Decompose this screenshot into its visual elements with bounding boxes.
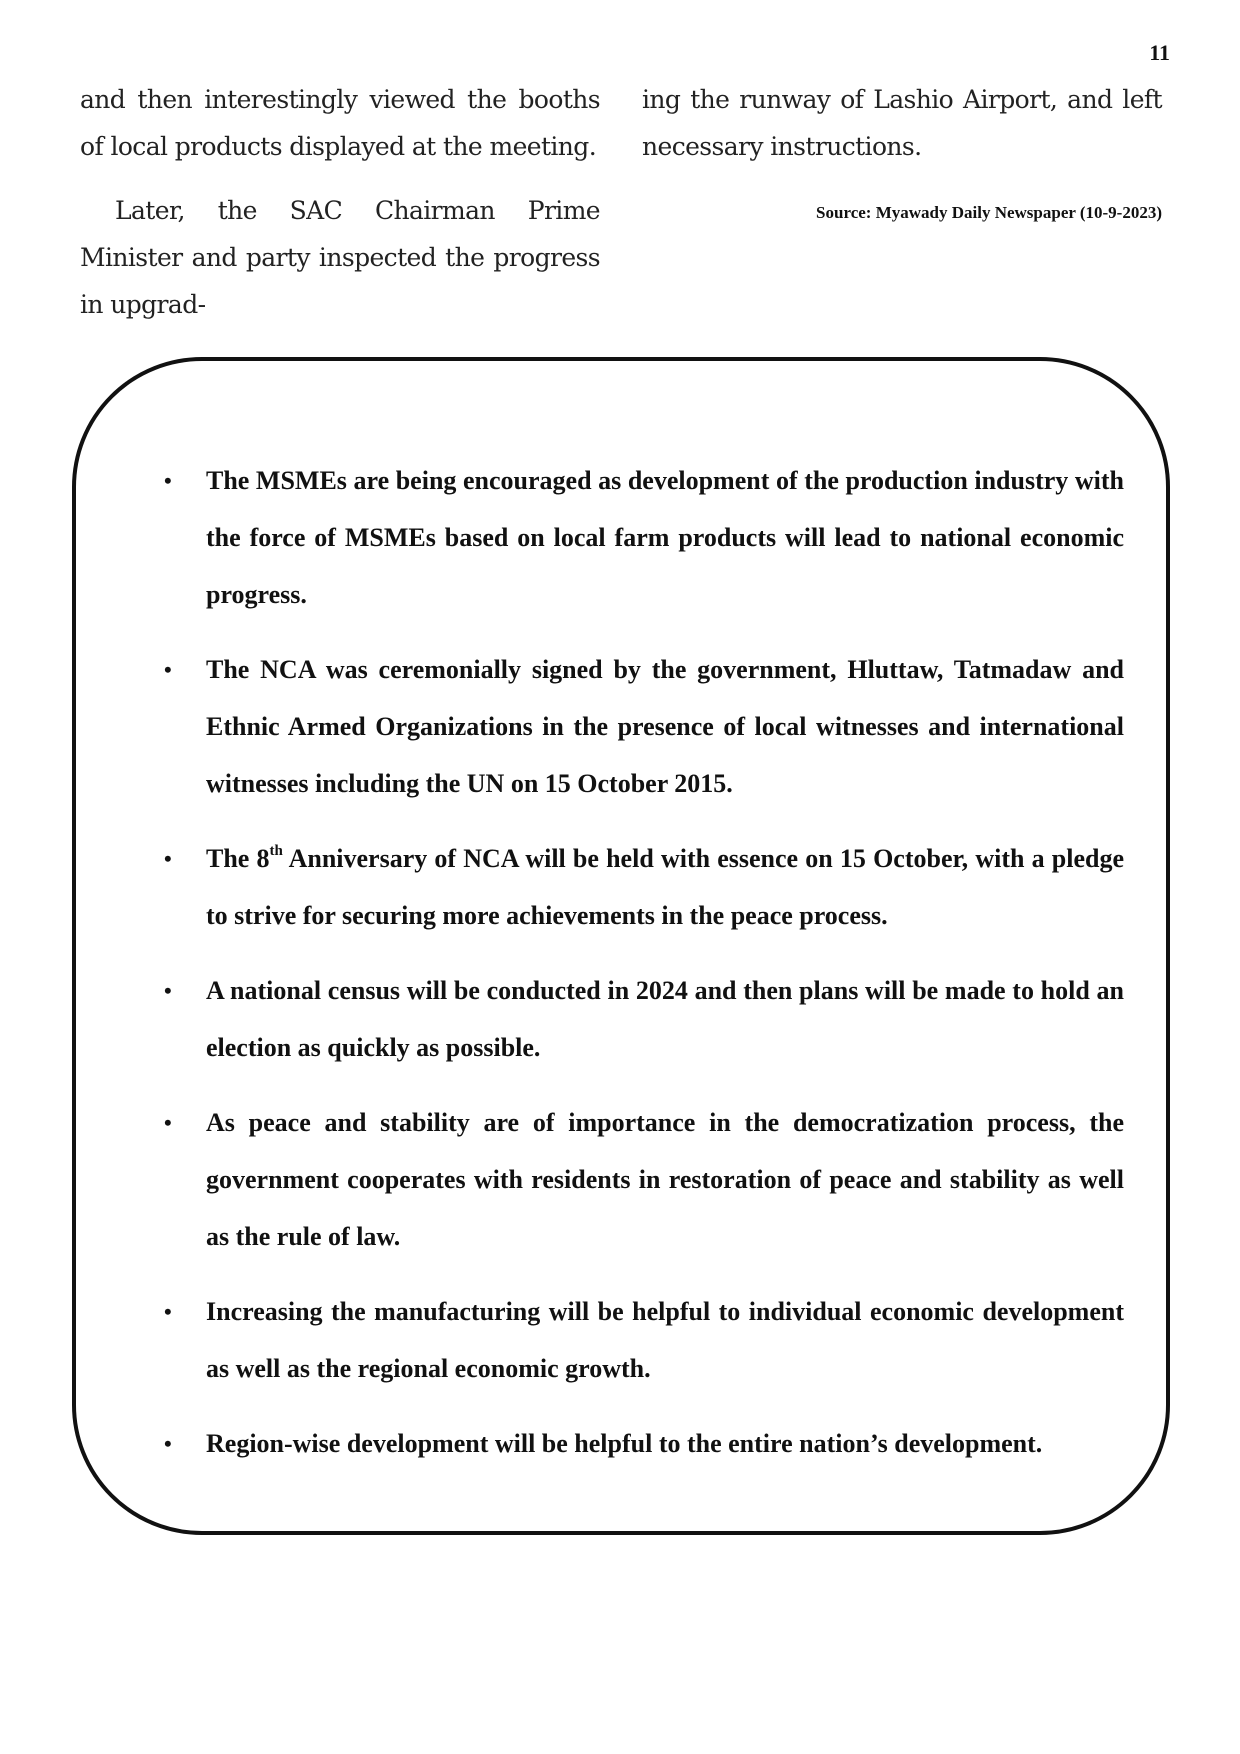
- list-item-text: [206, 844, 1124, 930]
- list-item-text: Increasing the manufacturing will be helpful to individual economic development as well as the regional economic growth.: [206, 1297, 1124, 1383]
- bullet-icon: •: [164, 1431, 172, 1456]
- list-item-text-start: The 8: [206, 844, 270, 873]
- list-item: [162, 1283, 1124, 1397]
- list-item-text: As peace and stability are of importance in the democratization process, the government cooperates with residents in restoration of peace and stability as well as the rule of law.: [206, 1108, 1124, 1251]
- list-item-text: The NCA was ceremonially signed by the government, Hluttaw, Tatmadaw and Ethnic Armed Organizations in the presence of local witnesses and international witnesses including the UN on 15 October 2015.: [206, 655, 1124, 798]
- article-paragraph: and then interestingly viewed the booths of local products displayed at the meeting.: [80, 85, 600, 161]
- list-item-text: The MSMEs are being encouraged as development of the production industry with the force of MSMEs based on local farm products will lead to national economic progress.: [206, 466, 1124, 609]
- key-points-box: [72, 357, 1170, 1535]
- list-item-text-end: Anniversary of NCA will be held with essence on 15 October, with a pledge to strive for securing more achievements in the peace process.: [206, 844, 1124, 930]
- list-item: [162, 830, 1124, 944]
- list-item: [162, 962, 1124, 1076]
- article-paragraph: ing the runway of Lashio Airport, and left necessary instructions.: [642, 85, 1162, 161]
- bullet-icon: •: [164, 1299, 172, 1324]
- list-item: [162, 1094, 1124, 1265]
- article-paragraph: Later, the SAC Chairman Prime Minister and party inspected the progress in upgrad-: [80, 196, 600, 319]
- list-item-text: Region-wise development will be helpful to the entire nation’s development.: [206, 1429, 1043, 1458]
- bullet-icon: •: [164, 846, 172, 871]
- bullet-icon: •: [164, 468, 172, 493]
- source-citation: Source: Myawady Daily Newspaper (10-9-2023): [816, 203, 1162, 222]
- bullet-icon: •: [164, 1110, 172, 1135]
- ordinal-superscript: th: [269, 843, 283, 859]
- list-item: [162, 1415, 1124, 1472]
- article-right-column: [642, 76, 1162, 224]
- bullet-icon: •: [164, 978, 172, 1003]
- page-number: 11: [1149, 40, 1170, 65]
- key-points-list: [162, 452, 1124, 1490]
- bullet-icon: •: [164, 657, 172, 682]
- list-item-text: A national census will be conducted in 2024 and then plans will be made to hold an election as quickly as possible.: [206, 976, 1124, 1062]
- article-left-column: [80, 76, 600, 328]
- list-item: [162, 641, 1124, 812]
- list-item: [162, 452, 1124, 623]
